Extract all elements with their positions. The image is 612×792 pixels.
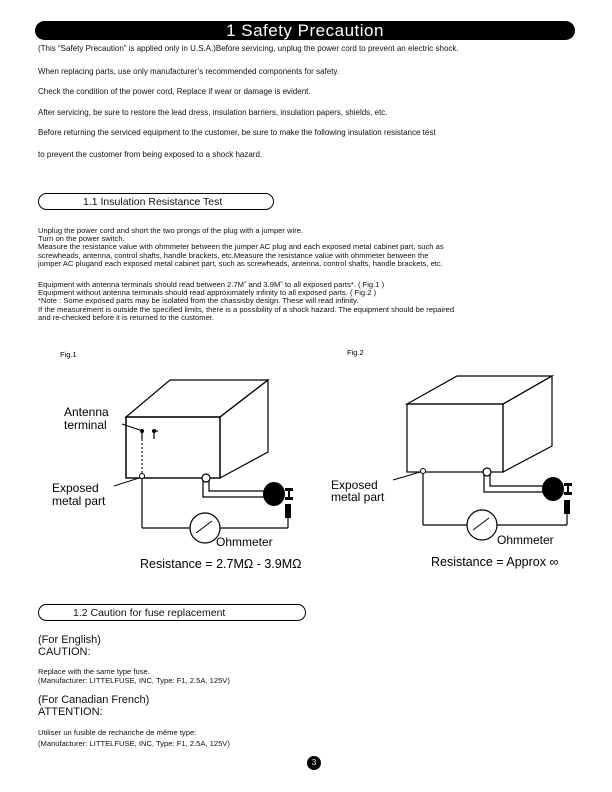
antenna-terminal: [140, 429, 158, 439]
text-line: If the measurement is outside the specified limits, there is a possibility of a shock hazard. The equipment should be repaired: [38, 304, 455, 314]
french-caution: ATTENTION:: [38, 706, 103, 718]
text-line: *Note : Some exposed parts may be isolated from the chassisby design. These will read infinity.: [38, 296, 359, 306]
english-caution: CAUTION:: [38, 646, 91, 658]
figure-2-diagram: [325, 340, 595, 580]
text-line: jumper AC plugand each exposed metal cabinet part, such as screwheads, antenna, control shafts, handle brackets, etc.: [38, 258, 443, 268]
text-line: Unplug the power cord and short the two prongs of the plug with a jumper wire.: [38, 226, 304, 235]
page-title: 1 Safety Precaution: [35, 21, 575, 40]
english-heading: (For English): [38, 634, 101, 646]
exposed-label: metal part: [52, 494, 106, 508]
insulation-requirements: [38, 281, 586, 322]
text-line: Equipment with antenna terminals should read between 2.7M˜ and 3.9M˜ to all exposed parts*. ( Fig.1 ): [38, 280, 385, 289]
figure-label: Fig.1: [60, 350, 77, 359]
antenna-label: Antenna: [64, 405, 109, 419]
exposed-label: Exposed: [331, 478, 378, 492]
section-heading-insulation: 1.1 Insulation Resistance Test: [38, 193, 274, 210]
section-heading-fuse: 1.2 Caution for fuse replacement: [38, 604, 306, 621]
figure-label: Fig.2: [347, 348, 364, 357]
cabinet-box: [407, 376, 552, 472]
ohmmeter-label: Ohmmeter: [216, 535, 273, 549]
intro-line: Before returning the serviced equipment to the customer, be sure to make the following insulation resistance test: [38, 128, 436, 137]
french-instruction: Utiliser un fusible de rechanche de même type:: [38, 728, 197, 737]
resistance-label: Resistance = Approx ∞: [431, 555, 559, 569]
intro-line: Check the condition of the power cord, Replace if wear or damage is evident.: [38, 87, 311, 96]
text-line: Equipment without antenna terminals should read approximately infinity to all exposed parts. ( Fig.2 ): [38, 288, 377, 298]
intro-line: When replacing parts, use only manufacturer’s recommended components for safety.: [38, 67, 340, 76]
english-manufacturer: (Manufacturer: LITTELFUSE, INC, Type: F1, 2.5A, 125V): [38, 676, 230, 685]
intro-line: After servicing, be sure to restore the lead dress, insulation barriers, insulation papers, shields, etc.: [38, 108, 388, 117]
text-line: screwheads, antenna, control shafts, handle brackets, etc.Measure the resistance value with ohmmeter between the: [38, 250, 429, 260]
exposed-label: Exposed: [52, 481, 99, 495]
french-heading: (For Canadian French): [38, 694, 150, 706]
insulation-instructions: [38, 227, 586, 268]
figure-1-diagram: [40, 340, 330, 580]
text-line: Turn on the power switch.: [38, 234, 125, 244]
antenna-label: terminal: [64, 418, 107, 432]
english-instruction: Replace with the same type fuse.: [38, 667, 150, 676]
power-cord: [202, 474, 293, 506]
intro-line: to prevent the customer from being exposed to a shock hazard.: [38, 150, 263, 159]
text-line: and re-checked before it is returned to the customer.: [38, 312, 215, 322]
exposed-label: metal part: [331, 490, 385, 504]
intro-line: (This “Safety Precaution” is applied only in U.S.A.)Before servicing, unplug the power cord to prevent an electric shock.: [38, 44, 459, 53]
resistance-label: Resistance = 2.7MΩ - 3.9MΩ: [140, 557, 302, 571]
cabinet-box: [126, 380, 268, 478]
page-number: 3: [307, 756, 321, 770]
french-manufacturer: (Manufacturer: LITTELFUSE, INC, Type: F1, 2.5A, 125V): [38, 739, 230, 748]
power-cord: [483, 468, 572, 501]
ohmmeter-label: Ohmmeter: [497, 533, 554, 547]
text-line: Measure the resistance value with ohmmeter between the jumper AC plug and each exposed metal cabinet part, such as: [38, 242, 444, 252]
